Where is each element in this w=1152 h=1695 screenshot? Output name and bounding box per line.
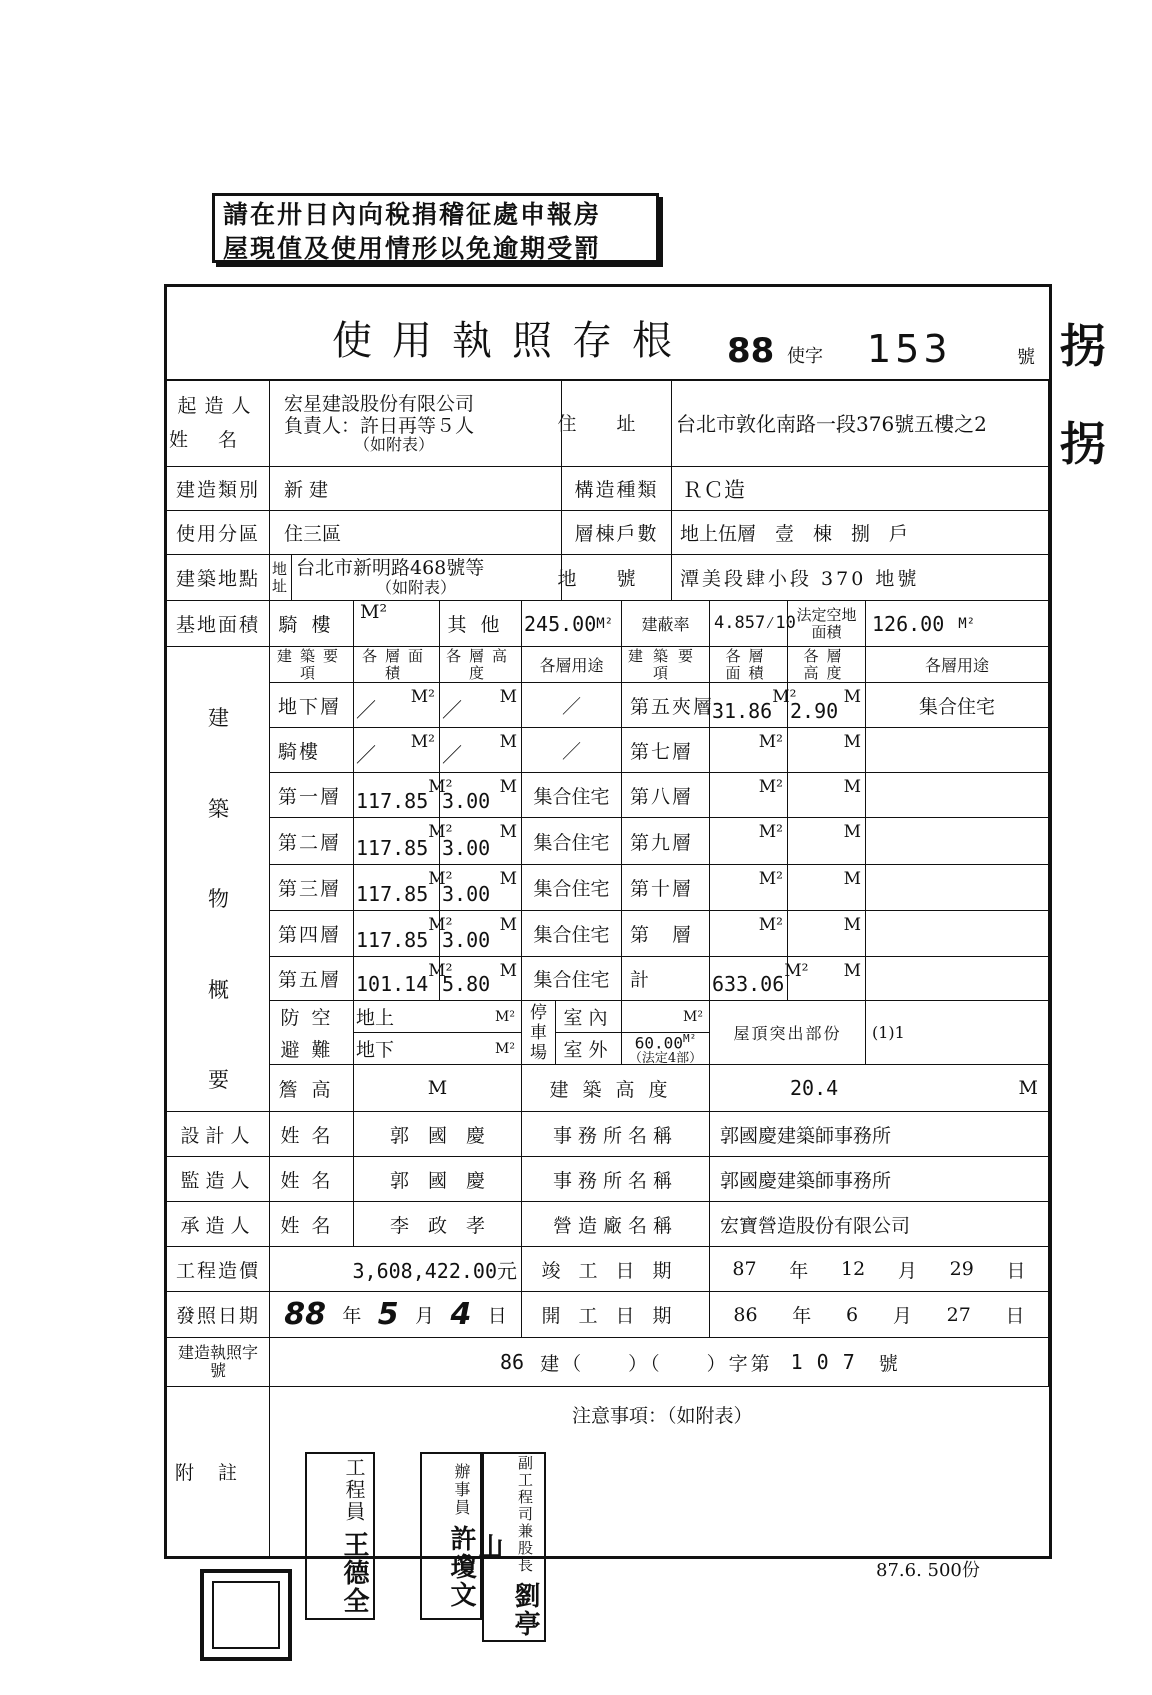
- roof-value: (1)1: [866, 1001, 1049, 1065]
- right-floor-height-0: [788, 683, 866, 728]
- build-permit-year: 86: [500, 1350, 525, 1374]
- shelter-below-unit: M²: [495, 1040, 515, 1057]
- site-address: [292, 555, 562, 601]
- hdr-height-left: 各層高度: [440, 647, 522, 683]
- left-floor-height-6-number: 5.80: [442, 972, 491, 996]
- side-label-char-2: 築: [208, 797, 229, 821]
- zone-label: 使用分區: [167, 511, 270, 555]
- right-floor-height-3: [788, 818, 866, 865]
- arcade-unit: M²: [354, 601, 440, 647]
- side-fragment-2: 拐: [1060, 417, 1106, 471]
- left-floor-area-3-unit: M²: [428, 822, 453, 842]
- right-floor-height-0-number: 2.90: [790, 699, 839, 723]
- right-floor-use-0: 集合住宅: [866, 683, 1049, 728]
- notice-line-1: 請在卅日內向稅捐稽征處申報房: [223, 200, 602, 229]
- build-permit-value: [270, 1338, 1049, 1387]
- right-floor-area-5: [710, 911, 788, 957]
- notice-line-2: 屋現值及使用情形以免逾期受罰: [223, 234, 602, 263]
- applicant-value: [270, 379, 562, 467]
- left-floor-area-3-number: 117.85: [356, 836, 429, 860]
- right-floor-item-4: 第十層: [622, 865, 710, 911]
- right-floor-height-1: [788, 728, 866, 773]
- contractor-label: 承造人: [167, 1202, 270, 1247]
- right-floor-use-3: [866, 818, 1049, 865]
- right-floor-area-3: [710, 818, 788, 865]
- building-height-label: 建築高度: [522, 1065, 710, 1112]
- other-label: 其他: [440, 601, 522, 647]
- completion-year: 87: [732, 1258, 757, 1280]
- right-floor-height-4-unit: M: [843, 869, 861, 889]
- other-area-value: [522, 601, 622, 647]
- start-date: [710, 1292, 1049, 1338]
- completion-month-unit: 月: [897, 1259, 917, 1282]
- site-address-text: 台北市新明路468號等: [296, 556, 485, 579]
- left-floor-use-3: 集合住宅: [522, 818, 622, 865]
- permit-suffix: 號: [1017, 347, 1035, 368]
- parking-outdoor-label: 室外: [556, 1033, 622, 1065]
- supervisor-name: 郭 國 慶: [354, 1157, 522, 1202]
- left-floor-use-0: ／: [522, 683, 622, 728]
- stamp-engineer-name: 王德全: [339, 1531, 369, 1616]
- left-floor-area-4-unit: M²: [428, 869, 453, 889]
- left-floor-height-1: [440, 728, 522, 773]
- issue-day-unit: 日: [487, 1305, 507, 1327]
- notice-box: [212, 193, 659, 263]
- right-floor-height-2-unit: M: [843, 777, 861, 797]
- shelter-label-1: 防空: [280, 1007, 343, 1030]
- building-height-value: [710, 1065, 1049, 1112]
- build-type-value: 新 建: [270, 467, 562, 511]
- left-floor-height-1-unit: M: [499, 732, 517, 752]
- right-floor-area-3-unit: M²: [758, 822, 783, 842]
- parking-indoor-unit: M²: [683, 1008, 703, 1025]
- site-label: 建築地點: [167, 555, 270, 601]
- issue-date-label: 發照日期: [167, 1292, 270, 1338]
- start-month: 6: [846, 1303, 859, 1326]
- left-floor-area-0-number: ／: [356, 698, 376, 722]
- open-space-value: [866, 601, 1049, 647]
- permit-year: 88: [727, 331, 775, 371]
- hdr-area-right: 各層面積: [710, 647, 788, 683]
- stamp-section-chief: [473, 1452, 546, 1642]
- right-floor-area-6: [710, 957, 809, 1001]
- remarks-note: 注意事項：（如附表）: [572, 1405, 753, 1427]
- left-floor-height-0-unit: M: [499, 687, 517, 707]
- arcade-label: 騎樓: [270, 601, 354, 647]
- stamp-clerk-name: 許瓊文: [446, 1525, 476, 1610]
- right-floor-use-5: [866, 911, 1049, 957]
- address-value: 台北市敦化南路一段376號五樓之2: [672, 379, 1049, 467]
- floors-value: 地上伍層 壹 棟 捌 戶: [672, 511, 1049, 555]
- build-permit-number: 107: [790, 1350, 869, 1374]
- right-floor-height-3-unit: M: [843, 822, 861, 842]
- parking-outdoor-unit: M²: [682, 1032, 697, 1046]
- side-label-char-1: 建: [208, 706, 229, 730]
- parking-indoor-value: [622, 1001, 710, 1033]
- designer-label: 設計人: [167, 1112, 270, 1157]
- right-floor-use-2: [866, 773, 1049, 818]
- shelter-label: [270, 1001, 354, 1065]
- cost-label: 工程造價: [167, 1247, 270, 1292]
- build-permit-label: 建造執照字號: [167, 1338, 270, 1387]
- left-floor-height-4: [440, 865, 522, 911]
- permit-number: 153: [867, 327, 952, 371]
- right-floor-height-6-unit: M: [843, 961, 861, 981]
- right-floor-height-4: [788, 865, 866, 911]
- applicant-rep: 負責人：許日再等５人: [284, 414, 475, 437]
- left-floor-height-2-number: 3.00: [442, 789, 491, 813]
- print-info: 87.6. 500份: [876, 1560, 980, 1581]
- zone-value: 住三區: [270, 511, 562, 555]
- shelter-below: [354, 1033, 522, 1065]
- applicant-label: [167, 379, 270, 467]
- left-floor-use-4: 集合住宅: [522, 865, 622, 911]
- parking-indoor-label: 室內: [556, 1001, 622, 1033]
- right-floor-use-4: [866, 865, 1049, 911]
- side-label-char-4: 概: [208, 978, 229, 1002]
- left-floor-height-1-number: ／: [442, 743, 462, 767]
- build-type-label: 建造類別: [167, 467, 270, 511]
- left-floor-area-0-unit: M²: [410, 687, 435, 707]
- supervisor-name-label: 姓名: [270, 1157, 354, 1202]
- right-floor-area-0-number: 31.86: [712, 699, 773, 723]
- applicant-label-1: 起造人: [177, 394, 259, 417]
- supervisor-label: 監造人: [167, 1157, 270, 1202]
- left-floor-area-2-number: 117.85: [356, 789, 429, 813]
- side-fragment-1: 拐: [1060, 319, 1106, 373]
- title-row: [167, 287, 1049, 381]
- eave-label: 簷高: [270, 1065, 354, 1112]
- left-floor-item-0: 地下層: [270, 683, 354, 728]
- start-year-unit: 年: [792, 1305, 812, 1327]
- stamp-chief-title: 副工程司兼股長: [516, 1455, 534, 1575]
- hdr-use-left: 各層用途: [522, 647, 622, 683]
- left-floor-area-6-unit: M²: [428, 961, 453, 981]
- parking-label: 停車場: [522, 1001, 556, 1065]
- left-floor-area-1-number: ／: [356, 743, 376, 767]
- permit-char: 使字: [787, 346, 823, 367]
- parking-outdoor-value: [622, 1033, 710, 1065]
- stamp-clerk-title: 辦事員: [452, 1462, 471, 1517]
- issue-day: 4: [450, 1297, 472, 1332]
- issue-date: [270, 1292, 522, 1338]
- right-floor-height-1-unit: M: [843, 732, 861, 752]
- right-floor-use-6: [866, 957, 1049, 1001]
- left-floor-height-4-number: 3.00: [442, 882, 491, 906]
- left-floor-height-5-unit: M: [499, 915, 517, 935]
- right-floor-item-6: 計: [622, 957, 710, 1001]
- address-label: 住址: [562, 379, 672, 467]
- right-floor-item-5: 第 層: [622, 911, 710, 957]
- left-floor-area-5-number: 117.85: [356, 928, 429, 952]
- right-floor-item-3: 第九層: [622, 818, 710, 865]
- left-floor-area-4-number: 117.85: [356, 882, 429, 906]
- right-floor-area-6-unit: M²: [784, 961, 809, 981]
- left-floor-area-6-number: 101.14: [356, 972, 429, 996]
- hdr-item-left: 建築要項: [270, 647, 354, 683]
- coverage-label: 建蔽率: [622, 601, 710, 647]
- start-year: 86: [733, 1303, 758, 1326]
- right-floor-area-2-unit: M²: [758, 777, 783, 797]
- hdr-use-right: 各層用途: [866, 647, 1049, 683]
- permit-form: [164, 284, 1052, 1559]
- building-height-unit: M: [1018, 1077, 1038, 1099]
- left-floor-use-5: 集合住宅: [522, 911, 622, 957]
- left-floor-area-2: [354, 773, 453, 818]
- issue-month-unit: 月: [415, 1305, 435, 1327]
- completion-month: 12: [841, 1258, 866, 1280]
- lot-value: 潭美段肆小段 370 地號: [672, 555, 1049, 601]
- completion-label: 竣工日期: [522, 1247, 710, 1292]
- applicant-company: 宏星建設股份有限公司: [284, 392, 475, 415]
- right-floor-area-4-unit: M²: [758, 869, 783, 889]
- open-space-number: 126.00: [872, 611, 945, 636]
- designer-office: 郭國慶建築師事務所: [710, 1112, 1049, 1157]
- side-label-char-5: 要: [208, 1068, 229, 1092]
- official-seal-inner: [212, 1581, 280, 1649]
- right-floor-height-5: [788, 911, 866, 957]
- right-floor-area-1: [710, 728, 788, 773]
- right-floor-item-0: 第五夾層: [622, 683, 710, 728]
- right-floor-area-0: [710, 683, 797, 728]
- other-area-number: 245.00: [524, 611, 597, 636]
- issue-year: 88: [284, 1297, 326, 1332]
- hdr-height-right: 各層高度: [788, 647, 866, 683]
- left-floor-item-3: 第二層: [270, 818, 354, 865]
- completion-date: [710, 1247, 1049, 1292]
- site-area-label: 基地面積: [167, 601, 270, 647]
- build-permit-text: 建（ ）（ ）字第: [540, 1352, 773, 1375]
- shelter-above-unit: M²: [495, 1008, 515, 1025]
- left-floor-area-1-unit: M²: [410, 732, 435, 752]
- left-floor-height-0: [440, 683, 522, 728]
- remarks-label: 附註: [167, 1387, 270, 1556]
- shelter-above: [354, 1001, 522, 1033]
- left-floor-height-4-unit: M: [499, 869, 517, 889]
- coverage-value: 4.857⁄10: [710, 601, 788, 647]
- right-floor-area-6-number: 633.06: [712, 972, 785, 996]
- lot-label: 地號: [562, 555, 672, 601]
- shelter-below-label: 地下: [356, 1039, 395, 1061]
- start-day-unit: 日: [1005, 1305, 1025, 1327]
- stamp-chief-name: 劉亭山: [473, 1533, 540, 1639]
- structure-value: ＲＣ造: [672, 467, 1049, 511]
- floors-label: 層棟戶數: [562, 511, 672, 555]
- designer-name: 郭 國 慶: [354, 1112, 522, 1157]
- shelter-above-label: 地上: [356, 1007, 395, 1029]
- completion-day-unit: 日: [1006, 1259, 1026, 1282]
- right-floor-height-0-unit: M: [843, 687, 861, 707]
- issue-year-unit: 年: [342, 1305, 362, 1327]
- left-floor-item-4: 第三層: [270, 865, 354, 911]
- designer-office-label: 事務所名稱: [522, 1112, 710, 1157]
- right-floor-area-0-unit: M²: [772, 687, 797, 707]
- left-floor-height-2-unit: M: [499, 777, 517, 797]
- build-permit-suffix: 號: [878, 1352, 898, 1375]
- supervisor-office: 郭國慶建築師事務所: [710, 1157, 1049, 1202]
- hdr-item-right: 建築要項: [622, 647, 710, 683]
- left-floor-area-2-unit: M²: [428, 777, 453, 797]
- open-space-label: 法定空地面積: [788, 601, 866, 647]
- left-floor-height-6: [440, 957, 522, 1001]
- left-floor-area-4: [354, 865, 453, 911]
- left-floor-height-3: [440, 818, 522, 865]
- left-floor-height-0-number: ／: [442, 698, 462, 722]
- right-floor-area-4: [710, 865, 788, 911]
- contractor-office: 宏寶營造股份有限公司: [710, 1202, 1049, 1247]
- site-address-note: （如附表）: [376, 577, 457, 597]
- right-floor-item-2: 第八層: [622, 773, 710, 818]
- official-seal-icon: [200, 1569, 292, 1661]
- parking-outdoor-note: （法定4部）: [628, 1050, 703, 1066]
- shelter-label-2: 避難: [280, 1038, 343, 1061]
- left-floor-item-1: 騎樓: [270, 728, 354, 773]
- right-floor-use-1: [866, 728, 1049, 773]
- right-floor-area-5-unit: M²: [758, 915, 783, 935]
- right-floor-area-1-unit: M²: [758, 732, 783, 752]
- left-floor-area-1: [354, 728, 440, 773]
- completion-year-unit: 年: [789, 1259, 809, 1282]
- left-floor-area-0: [354, 683, 440, 728]
- left-floor-height-3-unit: M: [499, 822, 517, 842]
- parking-outdoor-number: 60.00: [634, 1033, 683, 1053]
- right-floor-height-2: [788, 773, 866, 818]
- eave-value: M: [354, 1065, 522, 1112]
- site-addr-tag: 地址: [270, 555, 292, 601]
- right-floor-height-5-unit: M: [843, 915, 861, 935]
- left-floor-item-5: 第四層: [270, 911, 354, 957]
- right-floor-height-6: [788, 957, 866, 1001]
- right-floor-area-2: [710, 773, 788, 818]
- designer-name-label: 姓名: [270, 1112, 354, 1157]
- left-floor-item-6: 第五層: [270, 957, 354, 1001]
- side-label-char-3: 物: [208, 887, 229, 911]
- right-floor-item-1: 第七層: [622, 728, 710, 773]
- hdr-area-left: 各層面積: [354, 647, 440, 683]
- left-floor-item-2: 第一層: [270, 773, 354, 818]
- page-title: 使用執照存根: [332, 318, 692, 364]
- cost-value: 3,608,422.00元: [270, 1247, 522, 1292]
- start-month-unit: 月: [892, 1305, 912, 1327]
- building-height-number: 20.4: [790, 1076, 839, 1100]
- building-side-label: [167, 647, 270, 1112]
- left-floor-area-5-unit: M²: [428, 915, 453, 935]
- left-floor-area-5: [354, 911, 453, 957]
- left-floor-height-5: [440, 911, 522, 957]
- issue-month: 5: [377, 1297, 399, 1332]
- left-floor-area-6: [354, 957, 453, 1001]
- open-space-unit: M²: [958, 615, 976, 632]
- left-floor-area-3: [354, 818, 453, 865]
- left-floor-use-1: ／: [522, 728, 622, 773]
- stamp-engineer: [305, 1452, 375, 1620]
- left-floor-height-2: [440, 773, 522, 818]
- left-floor-height-5-number: 3.00: [442, 928, 491, 952]
- contractor-name-label: 姓名: [270, 1202, 354, 1247]
- left-floor-height-6-unit: M: [499, 961, 517, 981]
- contractor-name: 李 政 孝: [354, 1202, 522, 1247]
- left-floor-height-3-number: 3.00: [442, 836, 491, 860]
- applicant-rep-note: （如附表）: [354, 434, 435, 454]
- other-area-unit: M²: [596, 615, 614, 632]
- applicant-label-2: 姓名: [169, 428, 268, 451]
- left-floor-use-6: 集合住宅: [522, 957, 622, 1001]
- left-floor-use-2: 集合住宅: [522, 773, 622, 818]
- completion-day: 29: [949, 1258, 974, 1280]
- start-date-label: 開工日期: [522, 1292, 710, 1338]
- contractor-office-label: 營造廠名稱: [522, 1202, 710, 1247]
- start-day: 27: [946, 1303, 971, 1326]
- roof-label: 屋頂突出部份: [710, 1001, 866, 1065]
- stamp-engineer-title: 工程員: [342, 1456, 366, 1523]
- structure-label: 構造種類: [562, 467, 672, 511]
- supervisor-office-label: 事務所名稱: [522, 1157, 710, 1202]
